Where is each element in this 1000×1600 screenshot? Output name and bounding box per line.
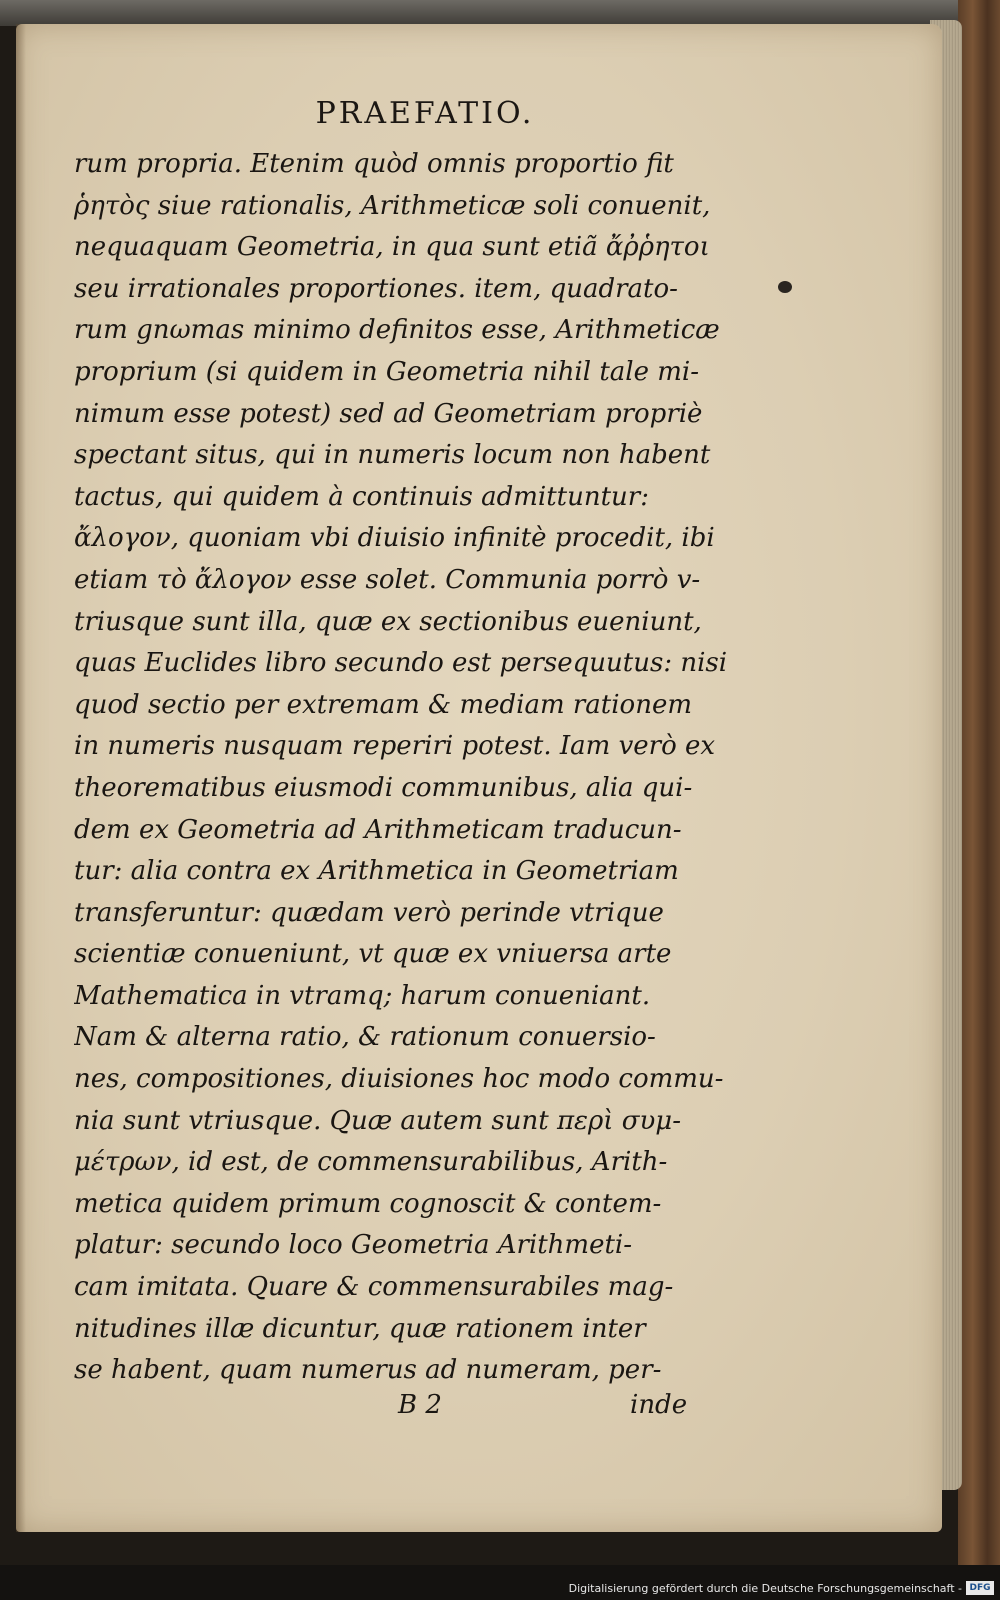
text-line: quod sectio per extremam & mediam rationem [74, 689, 692, 720]
text-line: theorematibus eiusmodi communibus, alia qui- [74, 772, 693, 803]
book-top-edge [0, 0, 1000, 26]
text-line: Nam & alterna ratio, & rationum conuersio- [74, 1022, 656, 1053]
text-line: seu irrationales proportiones. item, quadrato- [74, 273, 678, 304]
dfg-logo: DFG [966, 1581, 994, 1595]
text-line: rum gnωmas minimo definitos esse, Arithmeticæ [74, 315, 720, 346]
text-line: nitudines illæ dicuntur, quæ rationem inter [74, 1313, 646, 1344]
text-line: cam imitata. Quare & commensurabiles mag- [74, 1272, 674, 1303]
signature-mark: B 2 [398, 1390, 442, 1420]
text-line: Mathematica in vtramq; harum conueniant. [74, 980, 651, 1011]
text-line: nes, compositiones, diuisiones hoc modo commu- [74, 1064, 724, 1095]
text-line: quas Euclides libro secundo est persequutus: nisi [74, 648, 728, 679]
text-line: tur: alia contra ex Arithmetica in Geometriam [74, 856, 679, 887]
text-line: etiam τὸ ἄλογον esse solet. Communia porrò v- [74, 564, 701, 595]
text-line: transferuntur: quædam verò perinde vtrique [74, 897, 664, 928]
text-line: nequaquam Geometria, in qua sunt etiã ἄῤῥητοι [74, 232, 710, 263]
text-line: nimum esse potest) sed ad Geometriam propriè [74, 398, 703, 429]
text-line: tactus, qui quidem à continuis admittuntur: [74, 481, 649, 512]
digitization-credit: Digitalisierung gefördert durch die Deutsche Forschungsgemeinschaft - [568, 1582, 962, 1595]
text-line: rum propria. Etenim quòd omnis proportio fit [74, 149, 674, 179]
text-line: se habent, quam numerus ad numeram, per- [74, 1355, 662, 1386]
text-line: triusque sunt illa, quæ ex sectionibus eueniunt, [74, 606, 702, 637]
running-head: PRAEFATIO. [315, 96, 535, 131]
catchword: inde [630, 1390, 688, 1420]
text-line: platur: secundo loco Geometria Arithmeti- [74, 1230, 633, 1261]
body-text [74, 144, 730, 1392]
text-line: scientiæ conueniunt, vt quæ ex vniuersa arte [74, 939, 672, 970]
text-line: in numeris nusquam reperiri potest. Iam verò ex [74, 731, 716, 762]
text-line: ἄλογον, quoniam vbi diuisio infinitè procedit, ibi [74, 523, 715, 554]
page-gutter-shadow [16, 24, 26, 1532]
text-line: ῥητὸς siue rationalis, Arithmeticæ soli conuenit, [74, 190, 711, 221]
text-line: proprium (si quidem in Geometria nihil tale mi- [74, 356, 700, 387]
text-line: μέτρων, id est, de commensurabilibus, Arith- [74, 1147, 668, 1178]
text-line: dem ex Geometria ad Arithmeticam traducun- [74, 814, 682, 845]
book-cover-board [958, 0, 1000, 1565]
text-line: nia sunt vtriusque. Quæ autem sunt περὶ συμ- [74, 1105, 681, 1136]
text-line: spectant situs, qui in numeris locum non habent [74, 440, 711, 471]
ink-spot [778, 281, 792, 293]
text-line: metica quidem primum cognoscit & contem- [74, 1188, 662, 1219]
